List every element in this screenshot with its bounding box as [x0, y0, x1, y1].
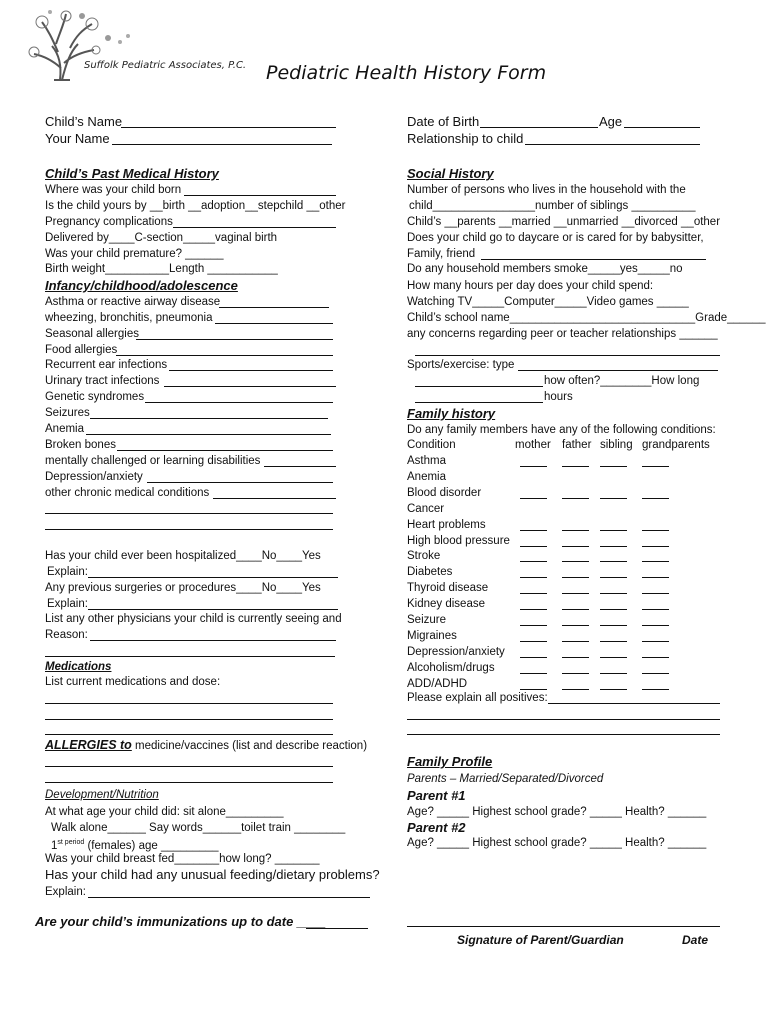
infancy-heading: Infancy/childhood/adolescence — [45, 278, 238, 293]
sibling-blank[interactable] — [600, 466, 627, 467]
persons: Number of persons who lives in the household with the — [407, 184, 686, 196]
your-name-label: Your Name — [45, 131, 110, 146]
allergies-text: medicine/vaccines (list and describe reaction) — [131, 740, 368, 752]
col-grandparents: grandparents — [642, 439, 710, 451]
mother-blank[interactable] — [520, 577, 547, 578]
father-blank[interactable] — [562, 466, 589, 467]
relationship-label: Relationship to child — [407, 131, 524, 146]
condition-label: Thyroid disease — [407, 582, 489, 594]
born-where-field[interactable] — [184, 195, 336, 196]
mother-blank[interactable] — [520, 530, 547, 531]
child-siblings: child________________number of siblings __________ — [409, 200, 696, 212]
col-father: father — [562, 439, 592, 451]
surgeries: Any previous surgeries or procedures____No____Yes — [45, 582, 321, 594]
mother-blank[interactable] — [520, 466, 547, 467]
past-medical-heading: Child’s Past Medical History — [45, 166, 219, 181]
mother-blank[interactable] — [520, 546, 547, 547]
explain3-field[interactable] — [88, 897, 370, 898]
sibling-blank[interactable] — [600, 577, 627, 578]
blank-line[interactable] — [45, 513, 333, 514]
condition-label: Alcoholism/drugs — [407, 662, 495, 674]
sit-alone: At what age your child did: sit alone_________ — [45, 806, 284, 818]
sibling-blank[interactable] — [600, 609, 627, 610]
grandparents-blank[interactable] — [642, 561, 669, 562]
watching: Watching TV_____Computer_____Video games _____ — [407, 296, 689, 308]
explain1-label: Explain: — [47, 566, 88, 578]
sports-blank[interactable] — [415, 386, 543, 387]
reason-field[interactable] — [90, 640, 336, 641]
grandparents-blank[interactable] — [642, 625, 669, 626]
mother-blank[interactable] — [520, 657, 547, 658]
sports-field[interactable] — [518, 370, 718, 371]
father-blank[interactable] — [562, 689, 589, 690]
breast-fed: Was your child breast fed_______how long? _______ — [45, 853, 320, 865]
explain-positives-field[interactable] — [548, 703, 720, 704]
sports-label: Sports/exercise: type — [407, 359, 515, 371]
condition-label: Migraines — [407, 630, 457, 642]
mother-blank[interactable] — [520, 593, 547, 594]
first-period-row — [51, 836, 219, 853]
list-item-field[interactable] — [116, 355, 333, 356]
list-item-field[interactable] — [117, 450, 333, 451]
concerns: any concerns regarding peer or teacher relationships ______ — [407, 328, 718, 340]
list-item: Genetic syndromes — [45, 391, 145, 403]
grandparents-blank[interactable] — [642, 546, 669, 547]
sibling-blank[interactable] — [600, 689, 627, 690]
family-friend: Family, friend — [407, 248, 476, 260]
list-item-field[interactable] — [164, 386, 336, 387]
relationship-field[interactable] — [525, 144, 700, 145]
school: Child’s school name_____________________________Grade______ — [407, 312, 766, 324]
list-item: Recurrent ear infections — [45, 359, 168, 371]
list-item: Urinary tract infections — [45, 375, 160, 387]
allergies-row — [45, 738, 367, 753]
development-heading: Development/Nutrition — [45, 789, 159, 801]
sibling-blank[interactable] — [600, 561, 627, 562]
immunizations-field[interactable] — [306, 928, 368, 929]
grandparents-blank[interactable] — [642, 593, 669, 594]
childs-name-label: Child’s Name — [45, 114, 123, 129]
list-item-field[interactable] — [90, 418, 328, 419]
father-blank[interactable] — [562, 546, 589, 547]
condition-label: High blood pressure — [407, 535, 510, 547]
walk-talk: Walk alone______ Say words______toilet train ________ — [51, 822, 346, 834]
hospitalized: Has your child ever been hospitalized____No____Yes — [45, 550, 321, 562]
sibling-blank[interactable] — [600, 530, 627, 531]
mother-blank[interactable] — [520, 561, 547, 562]
blank-line[interactable] — [45, 734, 333, 735]
father-blank[interactable] — [562, 625, 589, 626]
col-mother: mother — [515, 439, 551, 451]
list-item-field[interactable] — [147, 482, 333, 483]
how-often: how often?________How long — [544, 375, 700, 387]
list-item-field[interactable] — [169, 370, 333, 371]
grandparents-blank[interactable] — [642, 530, 669, 531]
your-name-field[interactable] — [112, 144, 332, 145]
medications-heading: Medications — [45, 661, 112, 673]
blank-line[interactable] — [45, 656, 335, 657]
list-item: Depression/anxiety — [45, 471, 143, 483]
grandparents-blank[interactable] — [642, 609, 669, 610]
condition-label: Heart problems — [407, 519, 486, 531]
parent2-line: Age? _____ Highest school grade? _____ Health? ______ — [407, 837, 707, 849]
first-number: 1 — [51, 839, 58, 852]
sibling-blank[interactable] — [600, 546, 627, 547]
hours-field[interactable] — [415, 402, 543, 403]
mother-blank[interactable] — [520, 689, 547, 690]
condition-label: Depression/anxiety — [407, 646, 505, 658]
blank-line[interactable] — [45, 782, 333, 783]
childs-parents: Child’s __parents __married __unmarried __divorced __other — [407, 216, 721, 228]
condition-label: Stroke — [407, 550, 441, 562]
age-label: Age — [599, 114, 623, 129]
family-friend-field[interactable] — [481, 259, 706, 260]
dob-field[interactable] — [480, 127, 598, 128]
pregnancy-field[interactable] — [173, 227, 336, 228]
blank-line[interactable] — [407, 734, 720, 735]
list-item: mentally challenged or learning disabilities — [45, 455, 261, 467]
sibling-blank[interactable] — [600, 657, 627, 658]
explain3-label: Explain: — [45, 886, 86, 898]
father-blank[interactable] — [562, 609, 589, 610]
explain2-field[interactable] — [88, 609, 338, 610]
grandparents-blank[interactable] — [642, 657, 669, 658]
father-blank[interactable] — [562, 593, 589, 594]
condition-label: Kidney disease — [407, 598, 485, 610]
mother-blank[interactable] — [520, 625, 547, 626]
blank-line[interactable] — [45, 529, 333, 530]
list-item: Food allergies — [45, 344, 118, 356]
other-physicians: List any other physicians your child is currently seeing and — [45, 613, 342, 625]
father-blank[interactable] — [562, 673, 589, 674]
signature-field[interactable] — [407, 926, 720, 927]
grandparents-blank[interactable] — [642, 673, 669, 674]
sibling-blank[interactable] — [600, 673, 627, 674]
list-item-field[interactable] — [215, 323, 333, 324]
blank-line[interactable] — [45, 719, 333, 720]
list-item-field[interactable] — [136, 339, 333, 340]
condition-label: Cancer — [407, 503, 445, 515]
blank-line[interactable] — [415, 355, 720, 356]
parents-status: Parents – Married/Separated/Divorced — [407, 773, 604, 785]
list-item: Broken bones — [45, 439, 116, 451]
father-blank[interactable] — [562, 577, 589, 578]
list-item-field[interactable] — [213, 498, 336, 499]
premature: Was your child premature? ______ — [45, 248, 224, 260]
list-item: wheezing, bronchitis, pneumonia — [45, 312, 213, 324]
mother-blank[interactable] — [520, 609, 547, 610]
col-sibling: sibling — [600, 439, 633, 451]
medications-prompt: List current medications and dose: — [45, 676, 221, 688]
parent1-line: Age? _____ Highest school grade? _____ Health? ______ — [407, 806, 707, 818]
grandparents-blank[interactable] — [642, 577, 669, 578]
list-item: other chronic medical conditions — [45, 487, 210, 499]
father-blank[interactable] — [562, 530, 589, 531]
condition-label: Seizure — [407, 614, 446, 626]
first-period-sup: st period — [57, 839, 85, 846]
list-item: Seizures — [45, 407, 90, 419]
grandparents-blank[interactable] — [642, 689, 669, 690]
list-item-field[interactable] — [86, 434, 331, 435]
condition-label: ADD/ADHD — [407, 678, 468, 690]
pregnancy-label: Pregnancy complications — [45, 216, 173, 228]
childs-name-field[interactable] — [121, 127, 336, 128]
social-heading: Social History — [407, 166, 494, 181]
father-blank[interactable] — [562, 561, 589, 562]
age-field[interactable] — [624, 127, 700, 128]
blank-line[interactable] — [407, 719, 720, 720]
immunizations: Are your child’s immunizations up to date ____ — [35, 914, 326, 929]
condition-label: Blood disorder — [407, 487, 482, 499]
delivered-by: Delivered by____C-section_____vaginal birth — [45, 232, 278, 244]
family-history-heading: Family history — [407, 406, 496, 421]
family-prompt: Do any family members have any of the following conditions: — [407, 424, 716, 436]
sibling-blank[interactable] — [600, 593, 627, 594]
blank-line[interactable] — [45, 766, 333, 767]
list-item-field[interactable] — [219, 307, 329, 308]
unusual-feeding: Has your child had any unusual feeding/dietary problems? — [45, 867, 380, 882]
reason-label: Reason: — [45, 629, 88, 641]
sibling-blank[interactable] — [600, 641, 627, 642]
daycare: Does your child go to daycare or is cared for by babysitter, — [407, 232, 704, 244]
father-blank[interactable] — [562, 498, 589, 499]
is-child-yours: Is the child yours by __birth __adoption__stepchild __other — [45, 200, 346, 212]
explain1-field[interactable] — [88, 577, 338, 578]
list-item-field[interactable] — [145, 402, 333, 403]
condition-label: Diabetes — [407, 566, 453, 578]
list-item: Asthma or reactive airway disease — [45, 296, 221, 308]
date-label: Date — [682, 933, 709, 947]
mother-blank[interactable] — [520, 498, 547, 499]
father-blank[interactable] — [562, 641, 589, 642]
list-item: Seasonal allergies — [45, 328, 139, 340]
grandparents-blank[interactable] — [642, 466, 669, 467]
sibling-blank[interactable] — [600, 625, 627, 626]
condition-label: Asthma — [407, 455, 446, 467]
hours-label: hours — [544, 391, 573, 403]
sibling-blank[interactable] — [600, 498, 627, 499]
condition-label: Anemia — [407, 471, 446, 483]
list-item: Anemia — [45, 423, 84, 435]
explain2-label: Explain: — [47, 598, 88, 610]
signature-label: Signature of Parent/Guardian — [457, 933, 624, 947]
blank-line[interactable] — [45, 703, 333, 704]
parent2-heading: Parent #2 — [407, 820, 466, 835]
form-title: Pediatric Health History Form — [266, 62, 547, 84]
birth-weight: Birth weight__________Length ___________ — [45, 263, 278, 275]
born-where-label: Where was your child born — [45, 184, 182, 196]
parent1-heading: Parent #1 — [407, 788, 466, 803]
col-condition: Condition — [407, 439, 456, 451]
hours-spend: How many hours per day does your child spend: — [407, 280, 654, 292]
smoke: Do any household members smoke_____yes_____no — [407, 263, 683, 275]
dob-label: Date of Birth — [407, 114, 480, 129]
mother-blank[interactable] — [520, 641, 547, 642]
explain-positives: Please explain all positives: — [407, 692, 548, 704]
allergies-heading: ALLERGIES to — [45, 738, 132, 752]
mother-blank[interactable] — [520, 673, 547, 674]
list-item-field[interactable] — [264, 466, 336, 467]
females-age: (females) age _________ — [84, 839, 219, 852]
family-profile-heading: Family Profile — [407, 754, 493, 769]
grandparents-blank[interactable] — [642, 498, 669, 499]
grandparents-blank[interactable] — [642, 641, 669, 642]
practice-name: Suffolk Pediatric Associates, P.C. — [84, 60, 247, 71]
father-blank[interactable] — [562, 657, 589, 658]
